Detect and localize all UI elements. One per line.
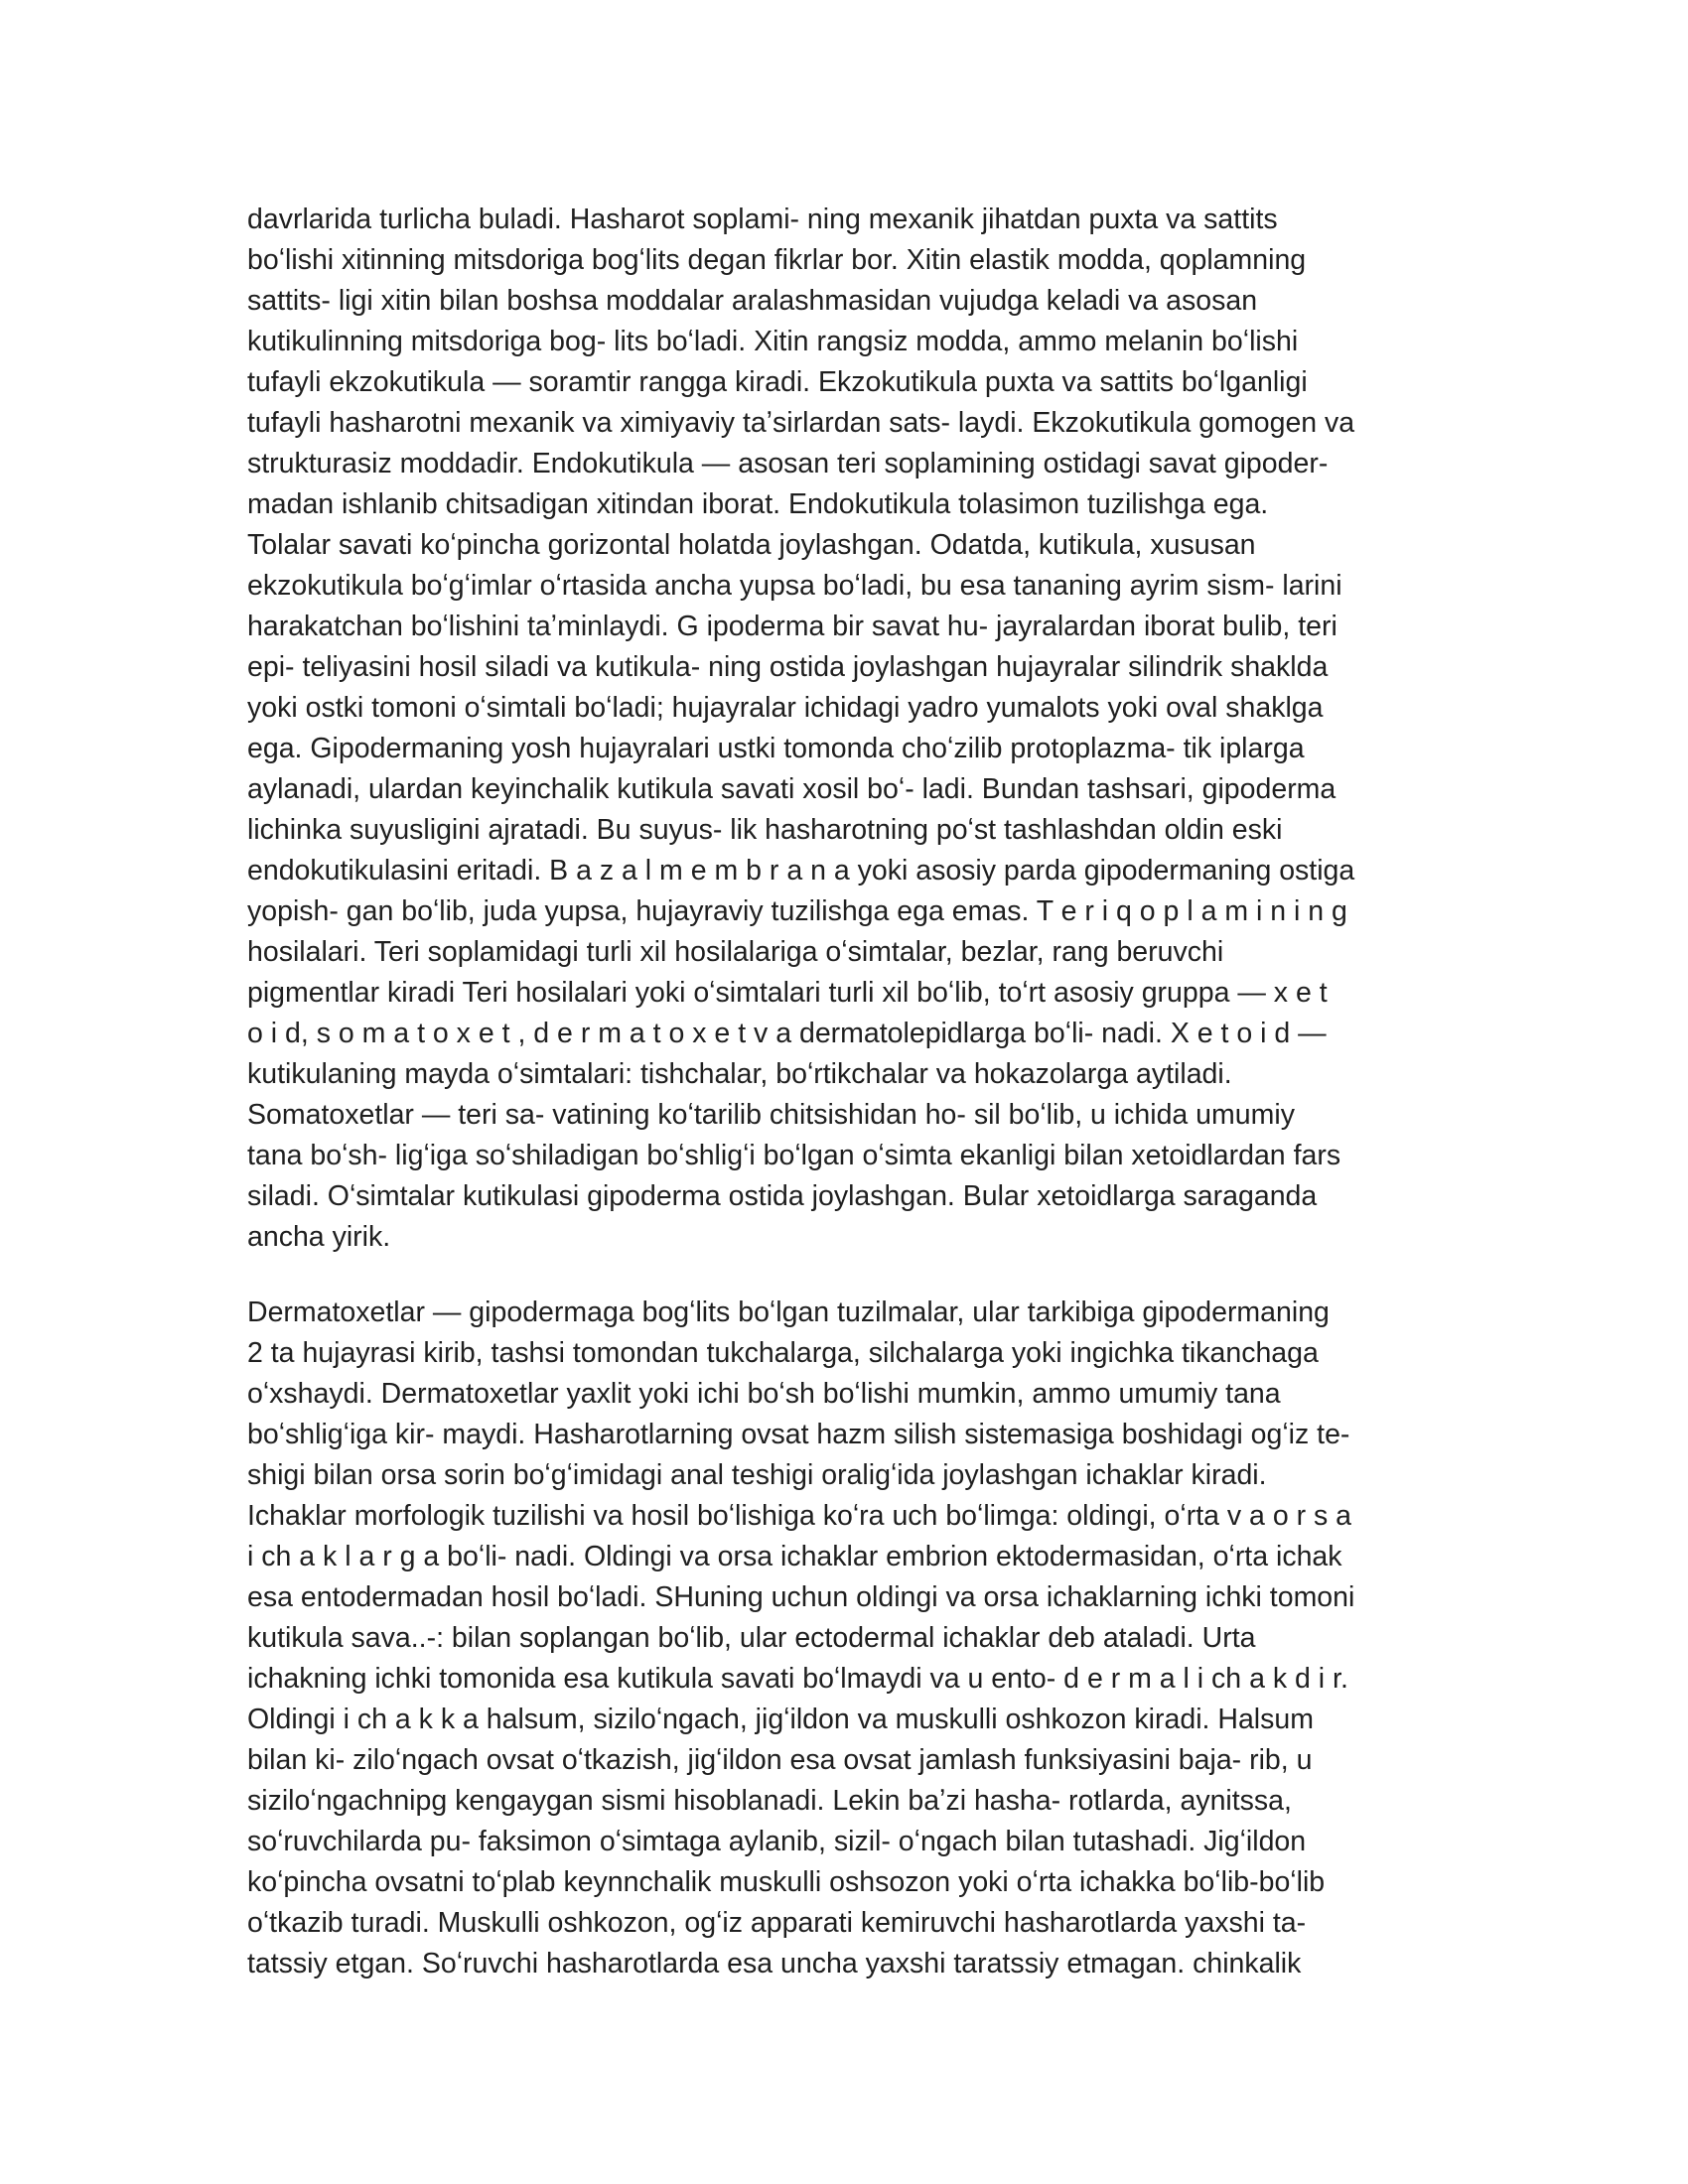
paragraph-line: epi- teliyasini hosil siladi va kutikula- ning ostida joylashgan hujayralar silindrik shaklda — [247, 651, 1329, 683]
paragraph-line: tatssiy etgan. Soʻruvchi hasharotlarda esa uncha yaxshi taratssiy etmagan. chinkalik — [247, 1948, 1302, 1979]
paragraph-line: kutikulinning mitsdoriga bog- lits boʻladi. Xitin rangsiz modda, ammo melanin boʻlishi — [247, 326, 1299, 357]
paragraph-line: hosilalari. Teri soplamidagi turli xil hosilalariga oʻsimtalar, bezlar, rang beruvchi — [247, 936, 1224, 968]
paragraph-line: i ch a k l a r g a boʻli- nadi. Oldingi va orsa ichaklar embrion ektodermasidan, oʻrta ichak — [247, 1541, 1342, 1572]
paragraph-line: ichakning ichki tomonida esa kutikula savati boʻlmaydi va u ento- d e r m a l i ch a k d i r. — [247, 1663, 1348, 1695]
paragraph-line: Somatoxetlar — teri sa- vatining koʻtarilib chitsishidan ho- sil boʻlib, u ichida umumiy — [247, 1099, 1295, 1131]
paragraph-line: kutikula sava..-: bilan soplangan boʻlib, ular ectodermal ichaklar deb ataladi. Urta — [247, 1622, 1256, 1654]
paragraph-line: boʻlishi xitinning mitsdoriga bogʻlits degan fikrlar bor. Xitin elastik modda, qoplamning — [247, 244, 1307, 276]
paragraph-line: tana boʻsh- ligʻiga soʻshiladigan boʻshligʻi boʻlgan oʻsimta ekanligi bilan xetoidlardan fars — [247, 1140, 1341, 1171]
paragraph-2 — [247, 1293, 1455, 1984]
paragraph-1 — [247, 200, 1455, 1258]
paragraph-line: shigi bilan orsa sorin boʻgʻimidagi anal teshigi oraligʻida joylashgan ichaklar kiradi. — [247, 1459, 1267, 1491]
paragraph-line: sattits- ligi xitin bilan boshsa moddalar aralashmasidan vujudga keladi va asosan — [247, 285, 1258, 317]
paragraph-line: harakatchan boʻlishini taʼminlaydi. G ipoderma bir savat hu- jayralardan iborat bulib, teri — [247, 611, 1337, 642]
paragraph-line: Tolalar savati koʻpincha gorizontal holatda joylashgan. Odatda, kutikula, xususan — [247, 529, 1256, 561]
paragraph-line: davrlarida turlicha buladi. Hasharot soplami- ning mexanik jihatdan puxta va sattits — [247, 204, 1278, 235]
paragraph-line: koʻpincha ovsatni toʻplab keynnchalik muskulli oshsozon yoki oʻrta ichakka boʻlib-boʻlib — [247, 1866, 1326, 1898]
paragraph-line: endokutikulasini eritadi. B a z a l m e m b r a n a yoki asosiy parda gipodermaning ostiga — [247, 855, 1355, 887]
paragraph-line: Oldingi i ch a k k a halsum, siziloʻngach, jigʻildon va muskulli oshkozon kiradi. Halsum — [247, 1704, 1314, 1735]
paragraph-line: esa entodermadan hosil boʻladi. SHuning uchun oldingi va orsa ichaklarning ichki tomoni — [247, 1581, 1355, 1613]
paragraph-line: lichinka suyusligini ajratadi. Bu suyus- lik hasharotning poʻst tashlashdan oldin eski — [247, 814, 1283, 846]
paragraph-line: ancha yirik. — [247, 1221, 391, 1253]
paragraph-line: 2 ta hujayrasi kirib, tashsi tomondan tukchalarga, silchalarga yoki ingichka tikanchaga — [247, 1337, 1319, 1369]
paragraph-line: siladi. Oʻsimtalar kutikulasi gipoderma ostida joylashgan. Bular xetoidlarga saraganda — [247, 1180, 1318, 1212]
paragraph-line: ega. Gipodermaning yosh hujayralari ustki tomonda choʻzilib protoplazma- tik iplarga — [247, 733, 1305, 764]
paragraph-line: ekzokutikula boʻgʻimlar oʻrtasida ancha yupsa boʻladi, bu esa tananing ayrim sism- larini — [247, 570, 1342, 602]
paragraph-line: soʻruvchilarda pu- faksimon oʻsimtaga aylanib, sizil- oʻngach bilan tutashadi. Jigʻildon — [247, 1826, 1307, 1857]
paragraph-line: o i d, s o m a t o x e t , d e r m a t o x e t v a dermatolepidlarga boʻli- nadi. X e t o i d — — [247, 1018, 1327, 1049]
paragraph-line: yopish- gan boʻlib, juda yupsa, hujayraviy tuzilishga ega emas. T e r i q o p l a m i n i n g — [247, 895, 1347, 927]
paragraph-line: pigmentlar kiradi Teri hosilalari yoki oʻsimtalari turli xil boʻlib, toʻrt asosiy gruppa — x e t — [247, 977, 1328, 1009]
paragraph-line: siziloʻngachnipg kengaygan sismi hisoblanadi. Lekin baʼzi hasha- rotlarda, aynitssa, — [247, 1785, 1292, 1817]
paragraph-line: aylanadi, ulardan keyinchalik kutikula savati xosil boʻ- ladi. Bundan tashsari, gipoderma — [247, 773, 1336, 805]
paragraph-line: strukturasiz moddadir. Endokutikula — asosan teri soplamining ostidagi savat gipoder- — [247, 448, 1329, 479]
paragraph-line: boʻshligʻiga kir- maydi. Hasharotlarning ovsat hazm silish sistemasiga boshidagi ogʻiz te- — [247, 1419, 1350, 1450]
paragraph-line: Dermatoxetlar — gipodermaga bogʻlits boʻlgan tuzilmalar, ular tarkibiga gipodermaning — [247, 1297, 1330, 1328]
paragraph-line: bilan ki- ziloʻngach ovsat oʻtkazish, jigʻildon esa ovsat jamlash funksiyasini baja- rib, u — [247, 1744, 1313, 1776]
paragraph-line: tufayli ekzokutikula — soramtir rangga kiradi. Ekzokutikula puxta va sattits boʻlganligi — [247, 366, 1308, 398]
paragraph-line: madan ishlanib chitsadigan xitindan iborat. Endokutikula tolasimon tuzilishga ega. — [247, 488, 1269, 520]
paragraph-line: tufayli hasharotni mexanik va ximiyaviy taʼsirlardan sats- laydi. Ekzokutikula gomogen va — [247, 407, 1355, 439]
paragraph-line: oʻtkazib turadi. Muskulli oshkozon, ogʻiz apparati kemiruvchi hasharotlarda yaxshi ta- — [247, 1907, 1307, 1939]
paragraph-line: Ichaklar morfologik tuzilishi va hosil boʻlishiga koʻra uch boʻlimga: oldingi, oʻrta v a o r s a — [247, 1500, 1352, 1532]
paragraph-line: oʻxshaydi. Dermatoxetlar yaxlit yoki ichi boʻsh boʻlishi mumkin, ammo umumiy tana — [247, 1378, 1281, 1410]
paragraph-line: yoki ostki tomoni oʻsimtali boʻladi; hujayralar ichidagi yadro yumalots yoki oval shaklga — [247, 692, 1324, 724]
paragraph-line: kutikulaning mayda oʻsimtalari: tishchalar, boʻrtikchalar va hokazolarga aytiladi. — [247, 1058, 1232, 1090]
